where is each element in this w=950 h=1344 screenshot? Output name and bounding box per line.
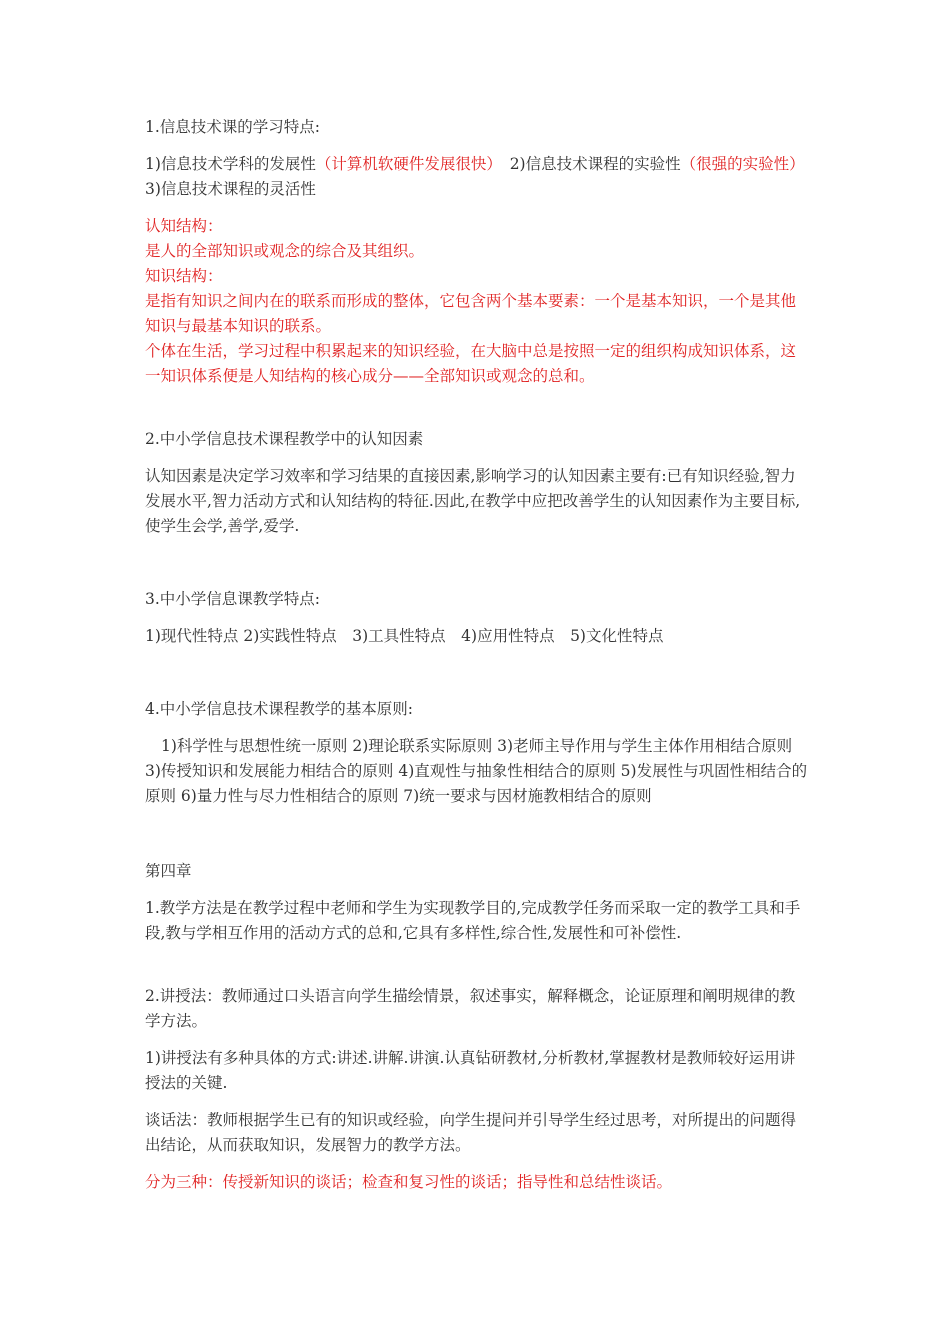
knowledge-structure-label: 知识结构： bbox=[145, 267, 223, 285]
chapter-4-paragraph-3: 1)讲授法有多种具体的方式:讲述.讲解.讲演.认真钻研教材,分析教材,掌握教材是教师较好运用讲授法的关键. bbox=[145, 1049, 796, 1092]
cognitive-structure-label: 认知结构： bbox=[145, 217, 223, 235]
section-2-body: 认知因素是决定学习效率和学习结果的直接因素,影响学习的认知因素主要有:已有知识经验,智力发展水平,智力活动方式和认知结构的特征.因此,在教学中应把改善学生的认知因素作为主要目标,使学生会学,善学,爱学. bbox=[145, 467, 801, 535]
section-4-title: 4.中小学信息技术课程教学的基本原则: bbox=[145, 700, 414, 718]
cognitive-structure-definition: 是人的全部知识或观念的综合及其组织。 bbox=[145, 242, 425, 260]
knowledge-structure-definition: 是指有知识之间内在的联系而形成的整体，它包含两个基本要素：一个是基本知识，一个是其他知识与最基本知识的联系。 bbox=[145, 292, 797, 335]
chapter-4-title: 第四章 bbox=[145, 862, 192, 880]
section-4-body: 1)科学性与思想性统一原则 2)理论联系实际原则 3)老师主导作用与学生主体作用相结合原则 3)传授知识和发展能力相结合的原则 4)直观性与抽象性相结合的原则 5)发展性与巩固性相结合的原则 6)量力性与尽力性相结合的原则 7)统一要求与因材施教相结合的原则 bbox=[145, 737, 808, 805]
chapter-4-paragraph-1: 1.教学方法是在教学过程中老师和学生为实现教学目的,完成教学任务而采取一定的教学工具和手段,教与学相互作用的活动方式的总和,它具有多样性,综合性,发展性和可补偿性. bbox=[145, 899, 801, 942]
section-3-body: 1)现代性特点 2)实践性特点 3)工具性特点 4)应用性特点 5)文化性特点 bbox=[145, 627, 664, 645]
feature-1-note: （计算机软硬件发展很快） bbox=[315, 155, 495, 173]
chapter-4-paragraph-2: 2.讲授法：教师通过口头语言向学生描绘情景，叙述事实，解释概念，论证原理和阐明规律的教学方法。 bbox=[145, 987, 796, 1030]
feature-3-text: 3)信息技术课程的灵活性 bbox=[145, 155, 813, 198]
document-page bbox=[145, 115, 813, 1195]
feature-2-note: （很强的实验性） bbox=[680, 155, 797, 173]
section-1-title: 1.信息技术课的学习特点: bbox=[145, 118, 321, 136]
section-1-features bbox=[145, 152, 813, 202]
knowledge-structure-extra: 个体在生活，学习过程中积累起来的知识经验，在大脑中总是按照一定的组织构成知识体系，这一知识体系便是人知结构的核心成分——全部知识或观念的总和。 bbox=[145, 342, 797, 385]
chapter-4-paragraph-4: 谈话法：教师根据学生已有的知识或经验，向学生提问并引导学生经过思考，对所提出的问题得出结论，从而获取知识，发展智力的教学方法。 bbox=[145, 1111, 797, 1154]
feature-1-text: 1)信息技术学科的发展性 bbox=[145, 155, 316, 173]
section-2-title: 2.中小学信息技术课程教学中的认知因素 bbox=[145, 430, 424, 448]
chapter-4-paragraph-5: 分为三种：传授新知识的谈话；检查和复习性的谈话；指导性和总结性谈话。 bbox=[145, 1173, 673, 1191]
feature-2-text: 2)信息技术课程的实验性 bbox=[494, 155, 681, 173]
section-3-title: 3.中小学信息课教学特点: bbox=[145, 590, 321, 608]
